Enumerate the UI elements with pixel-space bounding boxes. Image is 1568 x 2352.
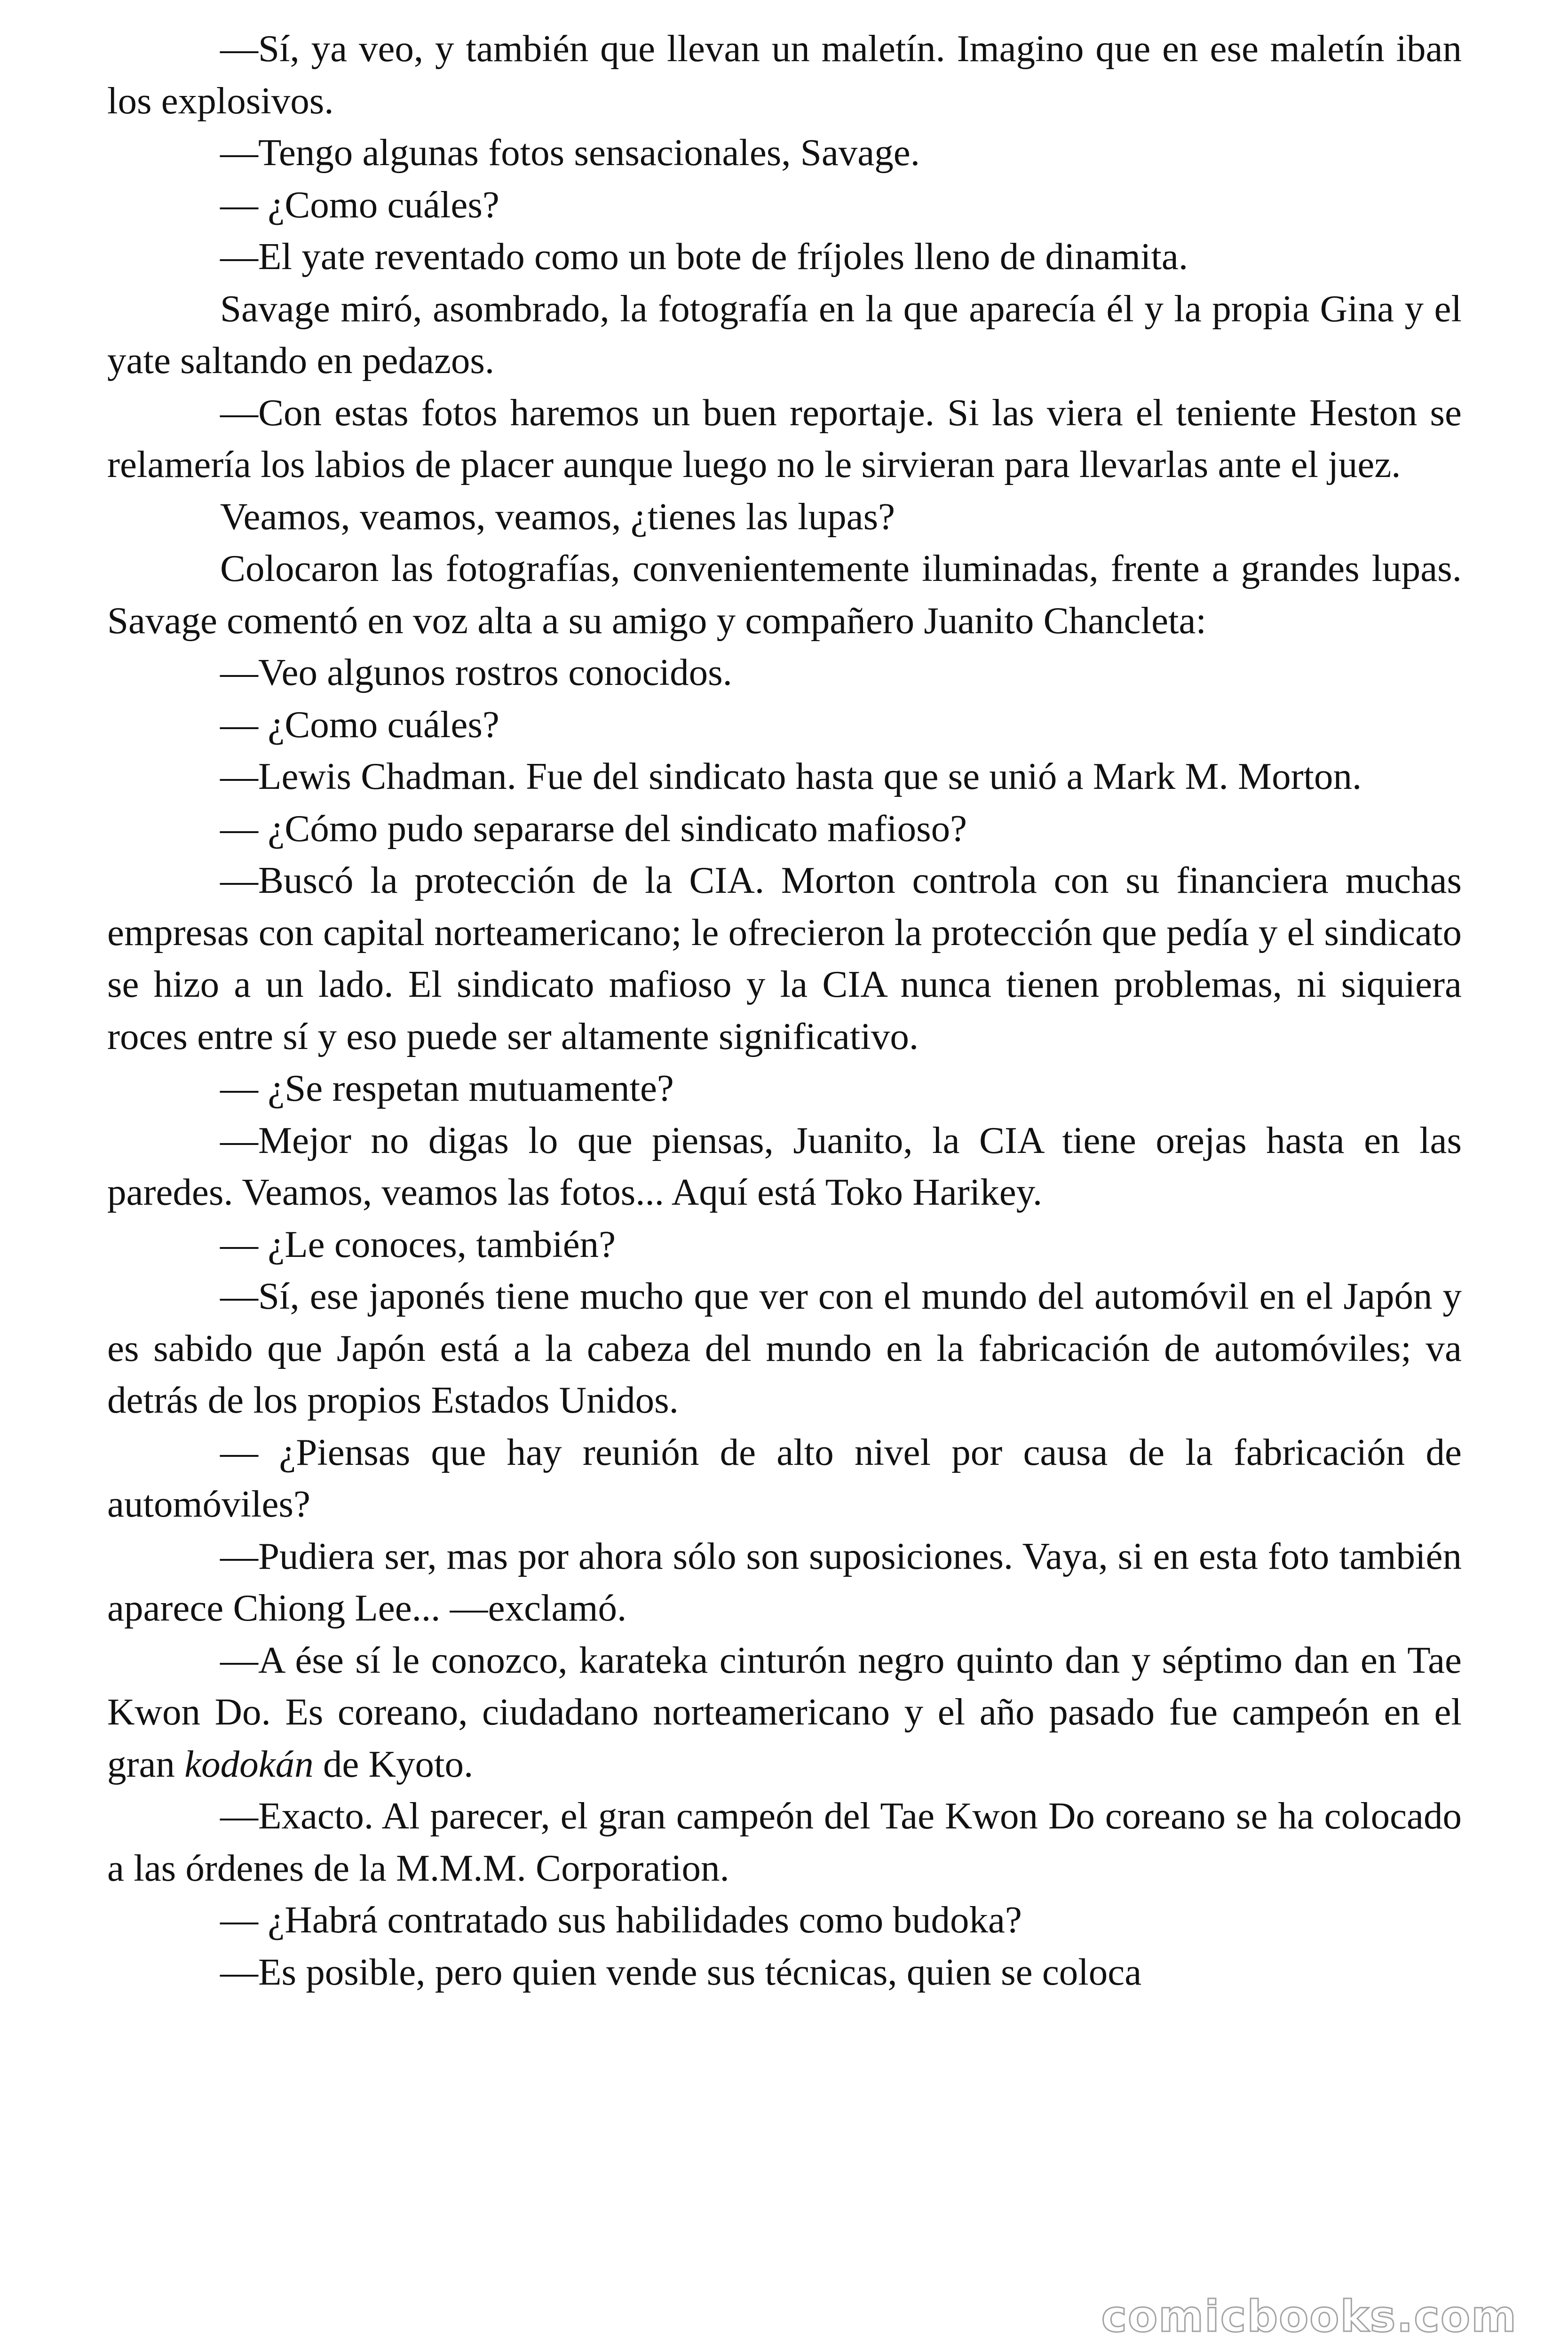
paragraph: —Tengo algunas fotos sensacionales, Savage. xyxy=(220,131,920,174)
paragraph: —Sí, ya veo, y también que llevan un maletín. Imagino que en ese maletín iban los explosivos. xyxy=(107,27,1462,122)
paragraph: — ¿Cómo pudo separarse del sindicato mafioso? xyxy=(220,807,967,850)
paragraph: —Exacto. Al parecer, el gran campeón del Tae Kwon Do coreano se ha colocado a las órdenes de la M.M.M. Corporation. xyxy=(107,1795,1462,1889)
watermark-logo: comicbooks.com xyxy=(1101,2291,1517,2342)
paragraph: —Sí, ese japonés tiene mucho que ver con el mundo del automóvil en el Japón y es sabido que Japón está a la cabeza del mundo en la fabricación de automóviles; va detrás de los propios Estados Unidos. xyxy=(107,1275,1462,1421)
paragraph-text: de Kyoto. xyxy=(313,1742,474,1785)
italic-term: kodokán xyxy=(184,1742,314,1785)
paragraph: — ¿Le conoces, también? xyxy=(220,1223,616,1265)
paragraph: Veamos, veamos, veamos, ¿tienes las lupas? xyxy=(220,495,895,538)
paragraph: — ¿Como cuáles? xyxy=(220,183,499,226)
paragraph: — ¿Como cuáles? xyxy=(220,703,499,746)
paragraph: — ¿Piensas que hay reunión de alto nivel por causa de la fabricación de automóviles? xyxy=(107,1430,1462,1525)
paragraph xyxy=(107,1634,1462,1790)
paragraph: — ¿Habrá contratado sus habilidades como budoka? xyxy=(220,1899,1022,1941)
paragraph: —El yate reventado como un bote de fríjoles lleno de dinamita. xyxy=(220,235,1188,278)
page-text xyxy=(107,23,1462,1998)
paragraph: —Es posible, pero quien vende sus técnicas, quien se coloca xyxy=(220,1950,1142,1993)
paragraph: Savage miró, asombrado, la fotografía en la que aparecía él y la propia Gina y el yate saltando en pedazos. xyxy=(107,287,1462,381)
paragraph: —Pudiera ser, mas por ahora sólo son suposiciones. Vaya, si en esta foto también aparece Chiong Lee... —exclamó. xyxy=(107,1534,1462,1629)
paragraph-text: —A ése sí le conozco, karateka cinturón negro quinto dan y séptimo dan en Tae Kwon Do. Es coreano, ciudadano norteamericano y el año pasado fue campeón en el gran xyxy=(107,1638,1462,1785)
paragraph: —Buscó la protección de la CIA. Morton controla con su financiera muchas empresas con capital norteamericano; le ofrecieron la protección que pedía y el sindicato se hizo a un lado. El sindicato mafioso y la CIA nunca tienen problemas, ni siquiera roces entre sí y eso puede ser altamente significativo. xyxy=(107,859,1462,1057)
paragraph: Colocaron las fotografías, convenientemente iluminadas, frente a grandes lupas. Savage comentó en voz alta a su amigo y compañero Juanito Chancleta: xyxy=(107,547,1462,642)
paragraph: —Con estas fotos haremos un buen reportaje. Si las viera el teniente Heston se relamería los labios de placer aunque luego no le sirvieran para llevarlas ante el juez. xyxy=(107,391,1462,485)
paragraph: —Mejor no digas lo que piensas, Juanito, la CIA tiene orejas hasta en las paredes. Veamos, veamos las fotos... Aquí está Toko Harikey. xyxy=(107,1119,1462,1213)
paragraph: —Lewis Chadman. Fue del sindicato hasta que se unió a Mark M. Morton. xyxy=(220,755,1362,797)
paragraph: —Veo algunos rostros conocidos. xyxy=(220,651,732,693)
paragraph: — ¿Se respetan mutuamente? xyxy=(220,1067,674,1109)
